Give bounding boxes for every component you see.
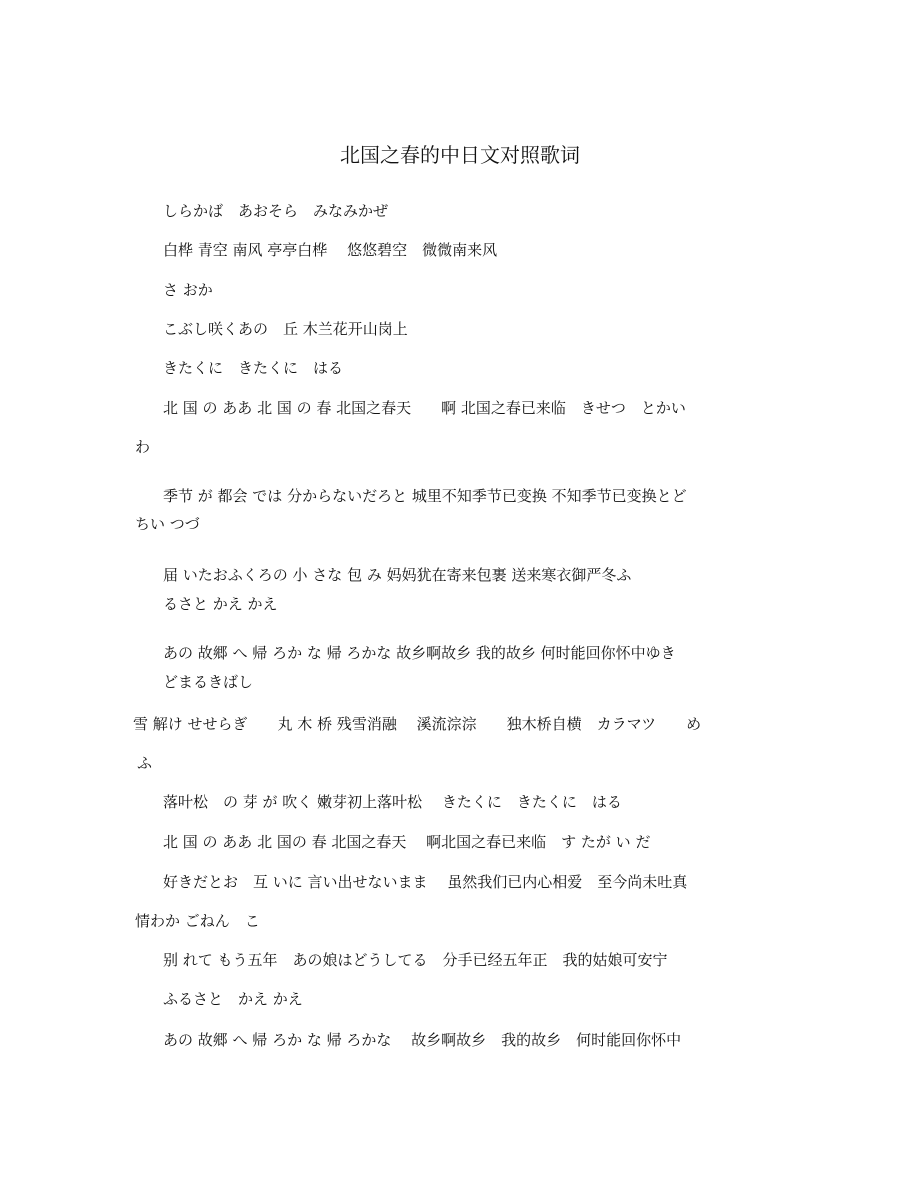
lyric-line: ふるさと かえ かえ [163, 990, 303, 1008]
lyric-line: さ おか [163, 281, 213, 299]
lyric-line: 落叶松 の 芽 が 吹く 嫩芽初上落叶松 きたくに きたくに はる [163, 793, 622, 811]
lyric-line: 雪 解け せせらぎ 丸 木 桥 残雪消融 溪流淙淙 独木桥自横 カラマツ め [133, 715, 702, 733]
lyric-line-continuation: どまるきばし [163, 673, 254, 691]
lyric-line: 北 国 の ああ 北 国 の 春 北国之春天 啊 北国之春已来临 きせつ とかい [163, 399, 686, 417]
lyric-line: 北 国 の ああ 北 国の 春 北国之春天 啊北国之春已来临 す たが い だ [163, 833, 651, 851]
lyric-line: 季节 が 都会 では 分からないだろと 城里不知季节已变换 不知季节已变换とど [163, 487, 687, 505]
lyric-line: 届 いたおふくろの 小 さな 包 み 妈妈犹在寄来包裹 送来寒衣御严冬ふ [163, 566, 632, 584]
lyric-line: あの 故郷 へ 帰 ろか な 帰 ろかな 故乡啊故乡 我的故乡 何时能回你怀中ゆき [163, 644, 676, 662]
lyric-line-continuation: るさと かえ かえ [163, 595, 278, 613]
lyric-line: 好きだとお 互 いに 言い出せないまま 虽然我们已内心相爱 至今尚未吐真 [163, 873, 688, 891]
lyric-line: 白桦 青空 南风 亭亭白桦 悠悠碧空 微微南来风 [163, 241, 498, 259]
lyric-line-continuation: 情わか ごねん こ [135, 912, 260, 930]
lyric-line: こぶし咲くあの 丘 木兰花开山岗上 [163, 320, 408, 338]
lyric-line-continuation: ふ [137, 754, 153, 772]
lyric-line: きたくに きたくに はる [163, 359, 344, 377]
lyric-line-continuation: わ [135, 438, 151, 456]
lyric-line-continuation: ちい つづ [135, 515, 200, 533]
lyric-line: しらかば あおそら みなみかぜ [163, 202, 389, 220]
lyric-line: あの 故郷 へ 帰 ろか な 帰 ろかな 故乡啊故乡 我的故乡 何时能回你怀中 [163, 1031, 682, 1049]
lyric-line: 别 れて もう五年 あの娘はどうしてる 分手已经五年正 我的姑娘可安宁 [163, 951, 668, 969]
document-title: 北国之春的中日文对照歌词 [340, 143, 580, 167]
